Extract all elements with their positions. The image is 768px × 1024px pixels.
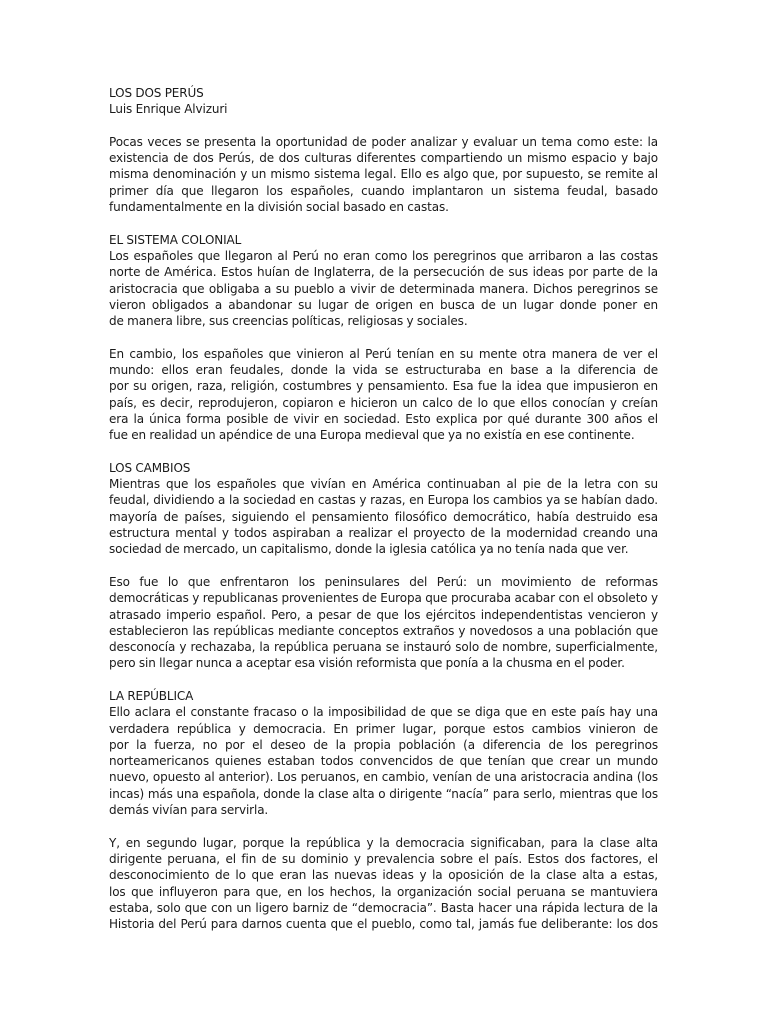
body-paragraph (109, 574, 658, 672)
text-line: país, es decir, reprodujeron, copiaron e hicieron un calco de lo que ellos conocían y creían (109, 395, 658, 410)
document-header (109, 85, 658, 118)
text-line: estaba, solo que con un ligero barniz de “democracia”. Basta hacer una rápida lectura de la (109, 900, 658, 915)
text-line: fundamentalmente en la división social basado en castas. (109, 200, 449, 215)
text-line: desconocimiento de lo que eran las nuevas ideas y la oposición de la clase alta a estas, (109, 868, 658, 883)
text-line: Ello aclara el constante fracaso o la imposibilidad de que se diga que en este país hay una (109, 705, 658, 720)
text-line: Mientras que los españoles que vivían en América continuaban al pie de la letra con su (109, 477, 658, 492)
text-line: por su origen, raza, religión, costumbres y pensamiento. Esa fue la idea que impusieron en (109, 379, 658, 394)
text-line: feudal, dividiendo a la sociedad en castas y razas, en Europa los cambios ya se habían dado. (109, 493, 658, 508)
text-line: incas) más una española, donde la clase alta o dirigente “nacía” para serlo, mientras que los (109, 786, 658, 801)
text-line: Historia del Perú para darnos cuenta que el pueblo, como tal, jamás fue deliberante: los dos (109, 917, 658, 932)
text-line: demás vivían para servirla. (109, 803, 269, 818)
body-paragraph (109, 835, 658, 933)
text-line: Eso fue lo que enfrentaron los peninsulares del Perú: un movimiento de reformas (109, 574, 658, 589)
text-line: norte de América. Estos huían de Inglaterra, de la persecución de sus ideas por parte de la (109, 265, 658, 280)
section-los-cambios (109, 460, 658, 558)
text-line: En cambio, los españoles que vinieron al Perú tenían en su mente otra manera de ver el (109, 346, 658, 361)
section-heading: EL SISTEMA COLONIAL (109, 232, 242, 247)
text-line: Y, en segundo lugar, porque la república y la democracia significaban, para la clase alta (109, 835, 658, 850)
text-line: Los españoles que llegaron al Perú no eran como los peregrinos que arribaron a las costas (109, 248, 658, 263)
section-heading: LA REPÚBLICA (109, 688, 194, 703)
text-line: verdadera república y democracia. En primer lugar, porque estos cambios vinieron de (109, 721, 658, 736)
document-author: Luis Enrique Alvizuri (109, 102, 228, 117)
text-line: los que influyeron para que, en los hechos, la organización social peruana se mantuviera (109, 884, 658, 899)
section-sistema-colonial (109, 232, 658, 330)
text-line: de manera libre, sus creencias políticas, religiosas y sociales. (109, 314, 468, 329)
text-line: norteamericanos quienes estaban todos convencidos de que tenían que crear un mundo (109, 754, 658, 769)
text-line: misma denominación y un mismo sistema legal. Ello es algo que, por supuesto, se remite al (109, 167, 658, 182)
text-line: democráticas y republicanas provenientes de Europa que procuraba acabar con el obsoleto y (109, 591, 658, 606)
text-line: era la única forma posible de vivir en sociedad. Esto explica por qué durante 300 años el (109, 411, 658, 426)
section-heading: LOS CAMBIOS (109, 460, 191, 475)
document-page (109, 85, 658, 949)
intro-paragraph (109, 134, 658, 215)
text-line: fue en realidad un apéndice de una Europa medieval que ya no existía en ese continente. (109, 428, 635, 443)
text-line: establecieron las repúblicas mediante conceptos extraños y novedosos a una población que (109, 623, 658, 638)
document-title: LOS DOS PERÚS (109, 86, 204, 100)
text-line: nuevo, opuesto al anterior). Los peruanos, en cambio, venían de una aristocracia andina (los (109, 770, 658, 785)
text-line: desconocía y rechazaba, la república peruana se instauró solo de nombre, superficialmente, (109, 640, 658, 655)
section-la-republica (109, 688, 658, 818)
text-line: estructura mental y todos aspiraban a realizar el proyecto de la modernidad creando una (109, 526, 658, 541)
text-line: primer día que llegaron los españoles, cuando implantaron un sistema feudal, basado (109, 183, 658, 198)
body-paragraph (109, 346, 658, 444)
text-line: existencia de dos Perús, de dos culturas diferentes compartiendo un mismo espacio y bajo (109, 151, 658, 166)
text-line: Pocas veces se presenta la oportunidad de poder analizar y evaluar un tema como este: la (109, 134, 658, 149)
text-line: mayoría de países, siguiendo el pensamiento filosófico democrático, había destruido esa (109, 509, 658, 524)
text-line: vieron obligados a abandonar su lugar de origen en busca de un lugar donde poner en (109, 297, 658, 312)
text-line: atrasado imperio español. Pero, a pesar de que los ejércitos independentistas vencieron y (109, 607, 658, 622)
text-line: por la fuerza, no por el deseo de la propia población (a diferencia de los peregrinos (109, 737, 658, 752)
text-line: pero sin llegar nunca a aceptar esa visión reformista que ponía a la chusma en el poder. (109, 656, 625, 671)
text-line: mundo: ellos eran feudales, donde la vida se estructuraba en base a la diferencia de (109, 363, 658, 378)
text-line: sociedad de mercado, un capitalismo, donde la iglesia católica ya no tenía nada que ver. (109, 542, 629, 557)
text-line: aristocracia que obligaba a su pueblo a vivir de determinada manera. Dichos peregrinos se (109, 281, 658, 296)
text-line: dirigente peruana, el fin de su dominio y prevalencia sobre el país. Estos dos factores, el (109, 851, 658, 866)
